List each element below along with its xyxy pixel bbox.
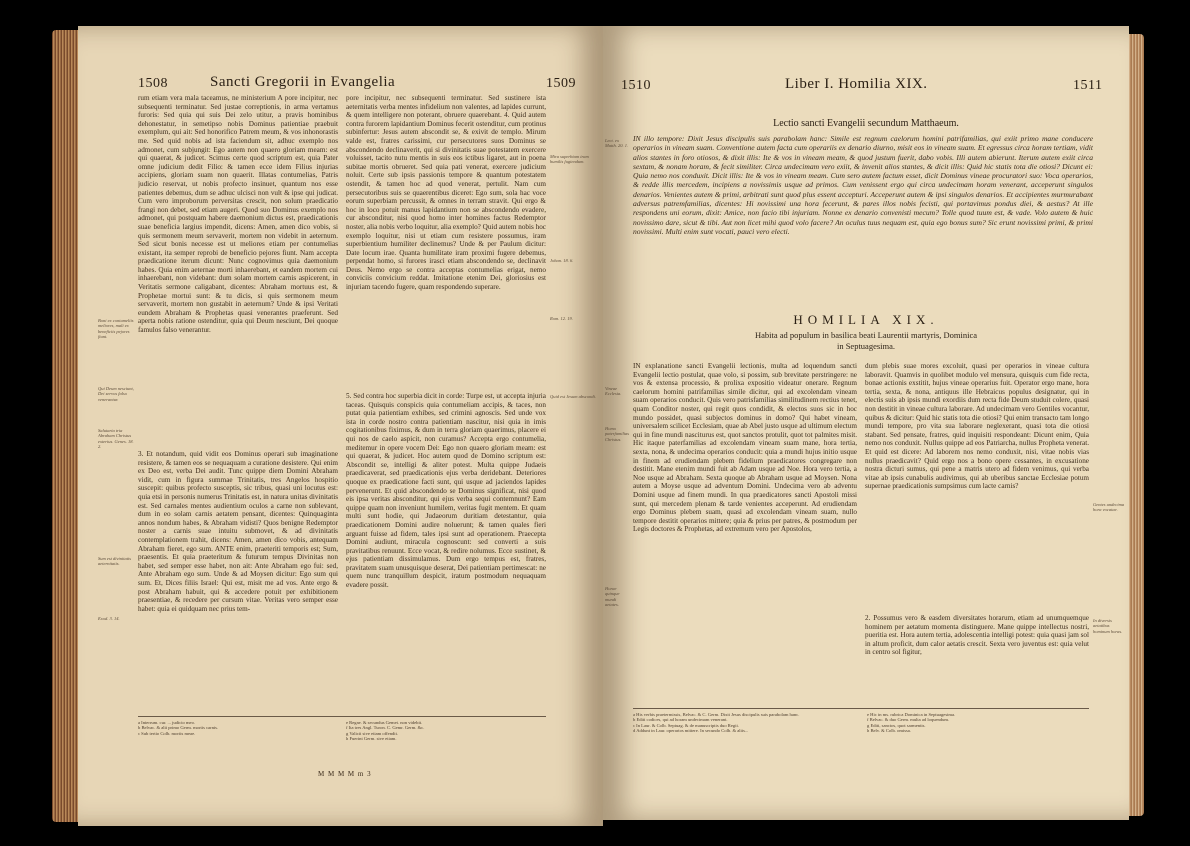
lectio-title: Lectio sancti Evangelii secundum Matthaeum. [773, 118, 959, 129]
margin-note: Rom. 12. 19. [550, 316, 573, 321]
footnote: g Editi, sanctos, quot sarmentis. [867, 722, 926, 728]
margin-note: Exod. 3. 14. [98, 616, 120, 621]
margin-note: In diversis aetatibus hominum horas. [1093, 618, 1123, 634]
margin-note: Johan. 18. 6. [550, 258, 574, 263]
footnote: f Ita tres Angl. Turon. C. Gemr. Germ. &c. [346, 725, 425, 731]
margin-note: Vineae Ecclesia. [605, 386, 622, 397]
footnote: h Belv. & Colb. omissa. [867, 728, 911, 734]
homily-heading: HOMILIA XIX. [793, 312, 939, 327]
left-page-number: 1508 [138, 76, 168, 91]
margin-note: Lect. ex Matth. 20. 1. [605, 138, 629, 149]
homily-occasion-line2: in Septuagesima. [836, 341, 896, 351]
margin-note: Qui Deum nesciunt, Dei servos falso venerantur. [98, 386, 134, 402]
footnote: b Editi codices, qui ad horam undecimam venerant. [633, 717, 728, 723]
lectio-text: IN illo tempore: Dixit Jesus discipulis suis parabolam hanc: Simile est regnum caelorum homini patrifamilias, qui exiit primo mane conducere operarios in vineam suam. Conventione autem facta cum operariis ex denario diurno, misit eos in vineam suam. Et egressus circa horam tertiam, vidit alios stantes in foro otiosos, & dixit illis: Ite & vos in vineam meam, & quod justum fuerit, dabo vobis. Illi autem abierunt. Iterum autem exiit circa sextam, & nonam horam, & fecit similiter. Circa undecimam vero exiit, & invenit alios stantes, & dicit illis: Quid hic statis tota die otiosi? Dicunt ei: Quia nemo nos conduxit. Dicit illis: Ite & vos in vineam meam. Cum sero autem factum esset, dicit Dominus vineae procuratori suo: Voca operarios, & redde illis mercedem, incipiens a novissimis usque ad primos. Cum venissent ergo qui circa undecimam horam venerant, acceperunt singulos denarios. Venientes autem & primi, arbitrati sunt quod plus essent accepturi. Acceperunt autem & ipsi singulos denarios. Et accipientes murmurabant adversus patremfamilias, dicentes: Hi novissimi una hora fecerunt, & pares illos nobis fecisti, qui portavimus pondus diei, & aestus? At ille respondens uni eorum, dixit: Amice, non facio tibi injuriam. Nonne ex denario convenisti mecum? Tolle quod tuum est, & vade. Volo autem & huic novissimo dare, sicut & tibi. Aut non licet mihi quod volo facere? An oculus tuus nequam est, quia ego bonus sum? Sic erunt novissimi primi, & primi novissimi. Multi enim sunt vocati, pauci vero electi. [633, 134, 1093, 236]
left-col2-text2: 5. Sed contra hoc superbia dicit in corde: Turpe est, ut accepta injuria taceas. Quisquis conspicis quia contumeliam accipis, & taces, non putat quia patientiam exhibes, sed crimini agnoscis. Sed unde vox ista in corde nostro contra patientiam nascitur, nisi quia in imis cogitationibus fiximus, & dum in terra gloriam quaerimus, placere ei qui nos de caelo aspicit, non curamus? Accepta ergo contumelia, meditemur in opere vocem Dei: Ego non quaero gloriam meam: est qui quaerat, & judicet. Hoc autem quod de Domino scriptum est: Abscondit se, intelligi & aliter potest. Multa quippe Judaeis praedicaverat, sed praedicationis ejus verba deridebant. Deteriores quoque ex praedicatione facti sunt, qui usque ad jaciendos lapides pervenerunt. Et quid abscondendo se Dominus significat, nisi quod eis ipsa veritas absconditur, qui ejus verba sequi contemnunt? Eam quippe quam non inveniunt humilem, veritas fugit mentem. Et quam multi sunt hodie, qui Judaeorum duritiam detestantur, quia praedicationem Domini audire noluerunt; & tamen quales fieri arguant fuisse ad fidem, tales ipsi sunt ad operationem. Praecepta Domini audiunt, miracula cognoscunt: sed converti a suis pravitatibus renuunt. Ecce vocat, & redire nolumus. Ecce sustinet, & ejus patientiam dissimulamus. Dum ergo tempus est, fratres, pravitatem suam unusquisque deserat, Dei patientiam pertimescat: ne quem nunc tranquillum despicit, iratum postmodum nequaquam evadere possit. [346, 392, 546, 590]
printer-signature: M M M M m 3 [318, 770, 372, 778]
left-col1-text: rum etiam vera mala taceamus, ne ministerium A pore incipitur, nec subsequenti terminatur. Sed justae correptionis, in arma vertamus furoris: Sed quia qui suis Dei zelo utitur, a pravis hominibus dehonestatur, in semetipso nobis Dominus patientiae praebuit exemplum, qui ait: Sed honorifico Patrem meum, & vos inhonorastis me. Sed quid nobis ad ista faciendum sit, adhuc exemplo nos admonet, cum subjungit: Ego autem non quaero gloriam meam: est qui quaerat, & judicet. Scimus certe quod scriptum est, quia Pater omne judicium dedit Filio: & tamen ecce idem Filius injurias accipiens, gloriam suam non quaerit. Illatas contumelias, Patris judicio reservat, ut nobis profecto insinuet, quantum nos esse patientes debemus, dum se adhuc ulcisci non vult & ipse qui judicat. Cum vero improborum perversitas crescit, non solum praedicatio frangi non debet, sed etiam augeri. Quod suo Dominus exemplo nos admonet, qui postquam habere daemonium dictus est, praedicationis suae beneficia largius impendit, dicens: Amen, amen dico vobis, si quis sermonem meum servaverit, mortem non videbit in aeternum. Sed sicut bonis necesse est ut meliores etiam per contumelias existant, ita semper reprobi de beneficio pejores fiunt. Nam accepta praedicatione iterum dicunt: Nunc cognovimus quia daemonium habes. Quia enim aeternae morti inhaerebant, et eandem mortem cui inhaerebant, non videbant: dum solam mortem carnis aspicerent, in Veritatis sermone caligabant, dicentes: Abraham mortuus est, & Prophetae mortui sunt: & tu dicis, si quis sermonem meum servaverit, mortem non gustabit in aeternum? Unde & ipsi Veritati eundem Abraham & Prophetas quasi venerantes praeferunt. Sed aperta nobis ratione ostenditur, quia qui Deum nesciunt, Dei quoque famulos falso venerantur. [138, 94, 338, 335]
homily-occasion-line1: Habita ad populum in basilica beati Laurentii martyris, Dominica [754, 330, 978, 340]
right-column-number: 1511 [1073, 78, 1103, 93]
margin-note: Salutaria tria Abraham Christus exterius. Genes. 18. 2. [98, 428, 134, 450]
footnote: g Valicii sive etiam offendit. [346, 730, 399, 736]
left-page [78, 26, 603, 826]
left-footnote-rule [138, 716, 546, 717]
footnote: a His verbis praetermissis, Belvac. & C. Germ. Dixit Jesus discipulis suis parabolam hanc. [633, 712, 800, 717]
footnote: c Sub tertio Colb. mortis meae. [138, 730, 196, 736]
footnote: b Belvac. & alii primo Germ. mortis carnis. [138, 725, 219, 731]
left-footnotes-2 [346, 720, 544, 742]
footnote: e Regae. & secundus Gemet. non videbit. [346, 720, 423, 725]
left-running-title: Sancti Gregorii in Evangelia [210, 74, 396, 90]
right-footnote-rule [633, 708, 1089, 709]
right-page-number: 1510 [621, 78, 651, 93]
margin-note: Horae quinque mundi aetates. [605, 586, 620, 608]
left-footnotes-1 [138, 720, 336, 736]
left-column-number: 1509 [546, 76, 576, 91]
footnote: h Fuerint Germ. sive etiam. [346, 736, 397, 742]
margin-note: Sum est divinitatis aeternitatis. [98, 556, 131, 567]
homily-col1: IN explanatione sancti Evangelii lectionis, multa ad loquendum sancti Evangelii lectio postulat, quae volo, si possim, sub brevitate perstringere: ne vos & extensa processio, & prolixa expositio videatur onerare. Regnum caelorum homini patrifamilias simile dicitur, qui ad excolendam vineam suam operarios conducit. Quis vero patrisfamilias similitudinem rectius tenet, quam Conditor noster, qui regit quos condidit, & electos suos sic in hoc mundo possidet, quasi subjectos dominus in domo? Qui habet vineam, universalem scilicet Ecclesiam, quae ab Abel justo usque ad ultimum electum qui in fine mundi nasciturus est, quot sanctos protulit, quot tot palmites misit. Hic itaque paterfamilias ad excolendam vineam suam mane, hora tertia, sexta, nona, & undecima operarios conducit: quia a mundi hujus initio usque in finem ad erudiendam plebem fidelium praedicatores congregare non destitit. Mane etenim mundi fuit ab Adam usque ad Noe. Hora vero tertia, a Noe usque ad Abraham. Sexta quoque ab Abraham usque ad Moysen. Nona autem a Moyse usque ad adventum Domini. Undecima vero ab adventu Domini usque ad finem mundi. In qua praedicatores sancti Apostoli missi sunt, qui mercedem plenam & tarde venientes acceperunt. Ad erudiendam ergo Dominus plebem suam, quasi ad excolendam vineam suam, nullo tempore destitit operarios mittere; quia & prius per patres, & postmodum per Legis doctores & Prophetas, ad extremum vero per Apostolos, [633, 362, 857, 534]
footnote: a Interrum. cur. ... judicio meo. [138, 720, 196, 725]
left-col2-text: pore incipitur, nec subsequenti terminatur. Sed sustinere ista aeternitatis verba mentes infidelium non valentes, ad lapides currunt, & quem intelligere non poterant, obruere quaerebant. 4. Quid autem contra furorem lapidantium Dominus fecerit ostenditur, cum protinus subinfertur: Jesus autem abscondit se, & exivit de templo. Mirum valde est, fratres carissimi, cur persecutores suos Dominus se abscondendo declinaverit, qui si divinitatis suae potestatem exercere voluisset, tacito nutu mentis in suis eos ictibus ligaret, aut in poena subitae mortis obrueret. Sed quia pati venerat, exercere judicium noluit. Certe sub ipsis passionis tempore & quantum potestatem ostendit, & tamen hoc ad quod venerat, pertulit. Nam cum persecutoribus suis se quaerentibus diceret: Ego sum, sola hac voce eorum superbiam percussit, & omnes in terram stravit. Qui ergo & hoc in loco potuit manus lapidantium non se abscondendo evadere, cur absconditur, nisi quod homo inter homines factus Redemptor noster, alia nobis verbo loquitur, alia exemplo? Quid autem nobis hoc exemplo loquitur, nisi ut etiam cum resistere possumus, iram superbientium humiliter declinemus? Unde & per Paulum dicitur: Date locum irae. Quanta humilitate iram proximi fugere debemus, perpendat homo, si furores irasci etiam abscondendo se, declinavit Deus. Nemo ergo se contra acceptas contumelias erigat, nemo conviciis convicium reddat. Imitatione etenim Dei, gloriosius est injuriam tacendo fugere, quam respondendo superare. [346, 94, 546, 292]
margin-note: Mira superbiam iram humilis fugiendum. [550, 154, 589, 165]
right-page [603, 26, 1129, 820]
right-footnotes-2 [867, 712, 1089, 734]
footnote: d Addunt in Laur. operarios mittere. In secundo Colb. & aliis... [633, 728, 749, 734]
footnote: c In Laur. & Colb. Septuag. & de manuscriptis duo Regii. [633, 722, 739, 728]
footnote: e Hic in ms. rubrica Dominica in Septuagesima. [867, 712, 956, 717]
homily-col2: dum plebis suae mores excoluit, quasi per operarios in vineae cultura laboravit. Quamvis in quolibet modulo vel mensura, quisquis cum fide recta, bonae actionis exstitit, hujus vineae operarius fuit. Operator ergo mane, hora tertia, sexta, & nona, antiquus ille Hebraicus populus designatur, qui in electis suis ab ipsis mundi exordiis dum recta fide Deum studuit colere, quasi non destitit in vineae cultura laborare. Ad undecimam vero Gentiles vocantur, quibus & dicitur: Quid hic statis tota die otiosi? Qui enim transacto tam longo mundi tempore, pro vita sua laborare neglexerant, quasi tota die otiosi stabant. Sed pensate, fratres, quid inquisiti respondeant: Dicunt enim, Quia nemo nos conduxit. Nullus quippe ad eos Patriarcha, nullus Propheta venerat. Et quid est dicere: Ad laborem nos nemo conduxit, nisi, vitae nobis vias nullus praedicavit? Quid ergo nos a bono opere cessantes, in excusatione nostra dicturi sumus, qui pene a matris utero ad fidem venimus, qui verba vitae ab ipsis cunabulis audivimus, qui ab uberibus sanctae Ecclesiae potum supernae praedicationis sumpsimus cum lacte carnis? [865, 362, 1089, 491]
left-col1-text2: 3. Et notandum, quid vidit eos Dominus operari sub imaginatione resistere, & tamen eos se nequaquam a curatione desistere. Qui enim ex Deo est, verba Dei audit. Tunc quippe diem Domini Abraham vidit, cum in figura summae Trinitatis, tres Angelos hospitio suscepit: quibus profecto susceptis, sic tribus, quasi uni locutus est: quia etsi in personis numerus Trinitatis est, in natura unitas divinitatis est. Sed carnales mentes audientium oculos a carne non sublevant, dum in eo solam carnis aetatem pensant, dicentes: Quinquaginta annos nondum habes, & Abraham vidisti? Quos benigne Redemptor noster a carnis suae intuitu submovet, & ad divinitatis contemplationem trahit, dicens: Amen, amen dico vobis, antequam Abraham fieret, ego sum. ANTE enim, praeteriti temporis est; Sum, praesentis. Et quia praeteritum & futurum tempus Divinitas non habet, sed semper esse habet, non ait: Ante Abraham ego fui: sed, Ante Abraham ego sum. Unde & ad Moysen dicitur: Ego sum qui sum. Et, Dices filiis Israel: Qui est, misit me ad vos. Ante ergo & post Abraham habuit, qui & accedere potuit per exhibitionem praesentiae, & recedere per cursum vitae. Veritas vero semper esse habet: quia ei quidquam nec prius tem- [138, 450, 338, 613]
margin-note: Quid est Jesum abscondi. [550, 394, 596, 399]
left-page-edges [52, 30, 78, 822]
footnote: f Belvac. & duo Germ. multa ad loquendum. [867, 717, 950, 723]
right-running-title: Liber I. Homilia XIX. [785, 76, 928, 92]
right-page-edges [1128, 34, 1144, 816]
margin-note: Boni ex contumeliis meliores, mali ex beneficiis pejores fiunt. [98, 318, 134, 340]
margin-note: Homo paterfamilias Christus. [605, 426, 630, 442]
homily-col2b: 2. Possumus vero & easdem diversitates horarum, etiam ad unumquemque hominem per aetatum momenta distinguere. Mane quippe intellectus nostri, pueritia est. Hora autem tertia, adolescentia intelligi potest: quia quasi jam sol in altum proficit, dum calor aetatis crescit. Sexta vero juventus est: quia velut in centro sol figitur, [865, 614, 1089, 657]
margin-note: Gentes undecima hora vocatae. [1093, 502, 1125, 513]
right-footnotes-1 [633, 712, 855, 734]
